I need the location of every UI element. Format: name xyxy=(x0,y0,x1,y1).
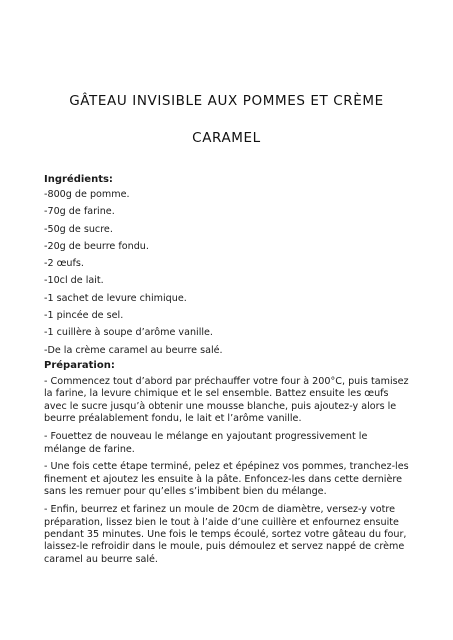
ingredients-list xyxy=(44,186,409,359)
ingredient-item: -1 pincée de sel. xyxy=(44,310,124,322)
preparation-steps xyxy=(44,376,409,566)
preparation-step: - Enfin, beurrez et farinez un moule de 20cm de diamètre, versez-y votre préparation, lissez bien le tout à l’aide d’une cuillère et enfournez ensuite pendant 35 minutes. Une fois le temps écoulé, sortez votre gâteau du four, laissez-le refroidir dans le moule, puis démoulez et servez nappé de crème caramel au beurre salé. xyxy=(44,504,407,565)
ingredients-heading: Ingrédients: xyxy=(44,174,113,185)
preparation-heading: Préparation: xyxy=(44,359,115,371)
ingredient-item: -50g de sucre. xyxy=(44,223,113,235)
ingredient-item: -70g de farine. xyxy=(44,206,115,218)
ingredient-item: -20g de beurre fondu. xyxy=(44,240,149,252)
ingredient-item: -2 œufs. xyxy=(44,258,84,270)
ingredient-item: -1 cuillère à soupe d’arôme vanille. xyxy=(44,327,213,339)
ingredient-item: -1 sachet de levure chimique. xyxy=(44,292,187,304)
ingredient-item: -10cl de lait. xyxy=(44,275,104,287)
ingredient-item: -800g de pomme. xyxy=(44,189,130,200)
preparation-step: - Fouettez de nouveau le mélange en yajoutant progressivement le mélange de farine. xyxy=(44,431,368,455)
recipe-title-line-2: CARAMEL xyxy=(192,130,261,146)
ingredient-item: -De la crème caramel au beurre salé. xyxy=(44,344,223,356)
preparation-step: - Une fois cette étape terminé, pelez et épépinez vos pommes, tranchez-les finement et ajoutez les ensuite à la pâte. Enfoncez-les dans cette dernière sans les remuer pour qu’elles s’imbibent bien du mélange. xyxy=(44,461,409,498)
preparation-step: - Commencez tout d’abord par préchauffer votre four à 200°C, puis tamisez la farine, la levure chimique et le sel ensemble. Battez ensuite les œufs avec le sucre jusqu’à obtenir une mousse blanche, puis ajoutez-y alors le beurre préalablement fondu, le lait et l’arôme vanille. xyxy=(44,375,409,425)
recipe-title-line-1: GÂTEAU INVISIBLE AUX POMMES ET CRÈME xyxy=(69,93,384,109)
